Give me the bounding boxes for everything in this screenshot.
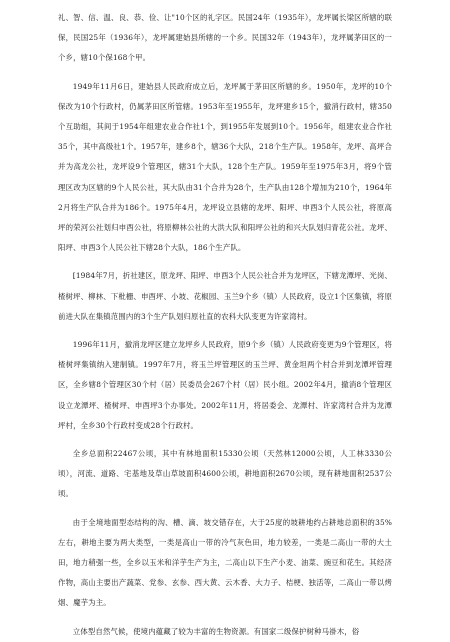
paragraph-7: 立体型自然气候，使境内蕴藏了较为丰富的生物资源。有国家二级保护树种马褂木，俗 bbox=[72, 626, 360, 636]
paragraph-2: 1949年11月6日，建始县人民政府成立后，龙坪属于茅田区所辖的乡。1950年，龙坪的10个保改为10个行政村，仍属茅田区所管辖。1953年至1955年，龙坪建乡15个，撤消行政村，辖350个互助组，其间于1954年组建农业合作社1个，到1955年发展到10个。1956年，组建农业合作社35个，其中高级社1个。1957年，建乡8个，辖36个大队，218个生产队。1958年，龙坪、高坪合并为高龙公社，龙坪设9个管理区，辖31个大队，128个生产队。1959年至1975年3月，将9个管理区改为区辖的9个人民公社，其大队由31个合并为28个，生产队由128个增加为210个，1964年2月将生产队合并为186个。1975年4月，龙坪设立县辖的龙坪、阳坪、申酉3个人民公社，将原高坪的荣河公社划归申酉公社，将原柳林公社的大洪大队和阳坪公社的和兴大队划归青花公社。龙坪、阳坪、申酉3个人民公社下辖28个大队，186个生产队。 bbox=[58, 81, 392, 253]
paragraph-6: 由于全境地面型态结构的沟、槽、滴、坡交错存在，大于25度的坡耕地约占耕地总面积的35%左右，耕地主要为两大类型，一类是高山一带的冷气灰色田，地力较差，一类是二高山一带的大土田，地力稍强一些，全乡以玉米和洋芋生产为主，二高山以下生产小麦、油菜、豌豆和花生。其经济作物，高山主要出产蔬菜、党参、玄参、西大黄、云木香、大力子、桔梗、独活等，二高山一带以烤烟、魔芋为主。 bbox=[58, 517, 392, 608]
paragraph-5: 全乡总面积22467公顷，其中有林地面积15330公顷（天然林12000公顷，人工林3330公顷），河流、道路、宅基地及草山草坡面积4600公顷，耕地面积2670公顷，现有耕地面积2537公顷。 bbox=[58, 449, 392, 499]
paragraph-1: 礼、智、信、温、良、恭、俭、让"10个区的礼字区。民国24年（1935年），龙坪属长梁区所辖的联保，民国25年（1936年），龙坪属建始县所辖的一个乡。民国32年（1943年），龙坪属茅田区的一个乡，辖10个保168个甲。 bbox=[58, 13, 392, 63]
paragraph-4: 1996年11月，撤消龙坪区建立龙坪乡人民政府，原9个乡（镇）人民政府变更为9个管理区，将楂树坪集镇纳入建制镇。1997年7月，将玉兰坪管理区的玉兰坪、黄金坦两个村合并到龙潭坪管理区，全乡辖8个管理区30个村（居）民委员会267个村（居）民小组。2002年4月，撤消8个管理区设立龙潭坪、楂树坪、申酉坪3个办事处。2002年11月，将居委会、龙潭村、许家湾村合并为龙潭坪村，全乡30个行政村变成28个行政村。 bbox=[58, 340, 392, 430]
paragraph-3: [1984年7月，折社建区，原龙坪、阳坪、申酉3个人民公社合并为龙坪区，下辖龙潭坪、光岗、楂树坪、柳林、下枇栅、申酉坪、小坡、花椒园、玉兰9个乡（镇）人民政府，设立1个区集镇，将原前进大队在集镇范围内的3个生产队划归原社直的农科大队变更为许家湾村。 bbox=[58, 271, 392, 321]
